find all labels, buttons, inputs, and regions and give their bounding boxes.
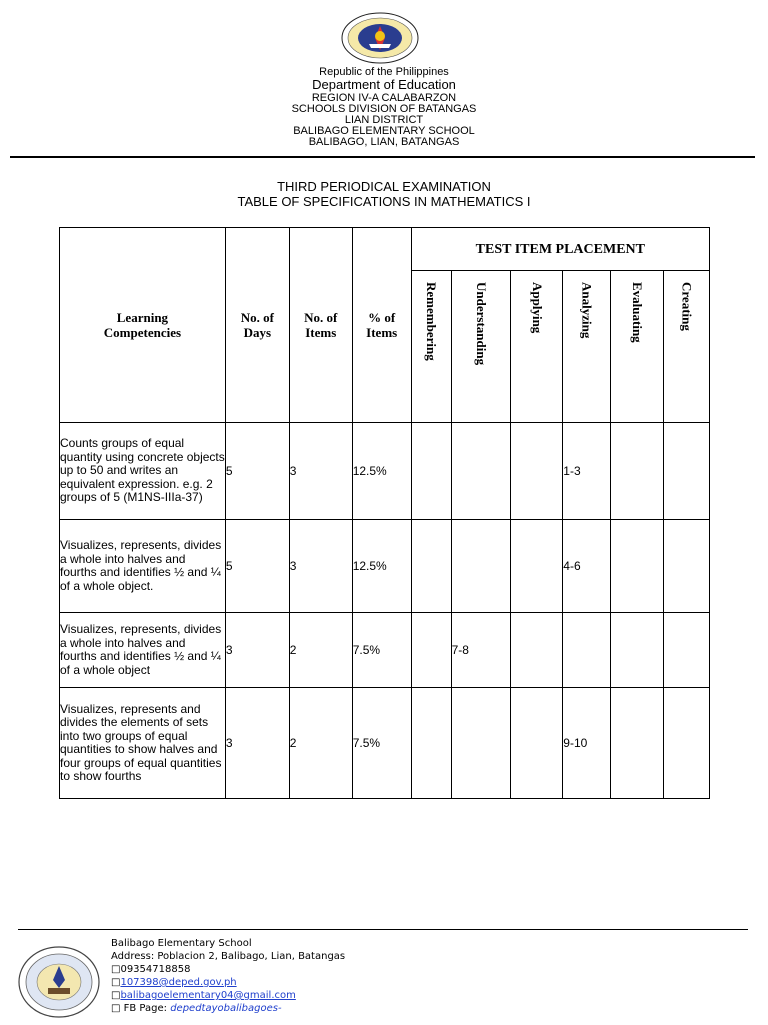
analyzing-cell: 9-10 [563, 688, 611, 799]
footer-phone-row [111, 963, 345, 976]
school-logo [16, 944, 102, 1020]
remembering-cell [411, 613, 451, 688]
footer-address: Address: Poblacion 2, Balibago, Lian, Batangas [111, 951, 346, 962]
analyzing-cell [563, 613, 611, 688]
percent-cell: 7.5% [352, 688, 411, 799]
applying-cell [511, 688, 563, 799]
days-cell: 3 [225, 613, 289, 688]
exam-title: THIRD PERIODICAL EXAMINATION [277, 179, 491, 194]
remembering-label: Remembering [424, 281, 440, 361]
footer-web-row [111, 976, 345, 989]
remembering-cell [411, 688, 451, 799]
specification-table [59, 227, 710, 799]
address-line: BALIBAGO, LIAN, BATANGAS [308, 136, 460, 148]
footer-phone: 09354718858 [120, 964, 191, 975]
header-analyzing [563, 271, 611, 423]
percent-cell: 7.5% [352, 613, 411, 688]
creating-label: Creating [679, 281, 695, 331]
evaluating-cell [611, 520, 664, 613]
division-line: SCHOOLS DIVISION OF BATANGAS [291, 103, 477, 115]
remembering-cell [411, 423, 451, 520]
days-cell: 5 [225, 520, 289, 613]
phone-icon: □ [111, 964, 121, 975]
competency-cell: Visualizes, represents, divides a whole into halves and fourths and identifies ½ and ¼ of a whole object [60, 613, 226, 688]
region-line: REGION IV-A CALABARZON [311, 92, 457, 104]
header-remembering [411, 271, 451, 423]
header-percent: % of Items [352, 228, 411, 423]
understanding-cell [451, 520, 511, 613]
department-line: Department of Education [312, 77, 456, 92]
header-evaluating [611, 271, 664, 423]
deped-seal [339, 12, 421, 64]
competency-cell: Counts groups of equal quantity using concrete objects up to 50 and writes an equivalent expression. e.g. 2 groups of 5 (M1NS-IIIa-37) [60, 423, 226, 520]
globe-icon: □ [111, 977, 121, 988]
footer-email-row [111, 989, 345, 1002]
header-days: No. of Days [225, 228, 289, 423]
header-understanding [451, 271, 511, 423]
header-applying [511, 271, 563, 423]
header-divider [10, 156, 755, 158]
header-creating [664, 271, 710, 423]
understanding-cell [451, 688, 511, 799]
applying-cell [511, 520, 563, 613]
table-row [60, 613, 710, 688]
days-cell: 3 [225, 688, 289, 799]
applying-cell [511, 423, 563, 520]
footer-school: Balibago Elementary School [111, 938, 252, 949]
table-row [60, 688, 710, 799]
applying-label: Applying [529, 281, 545, 333]
percent-cell: 12.5% [352, 520, 411, 613]
analyzing-cell: 1-3 [563, 423, 611, 520]
competency-cell: Visualizes, represents, divides a whole into halves and fourths and identifies ½ and ¼ of a whole object. [60, 520, 226, 613]
mail-icon: □ [111, 990, 121, 1001]
evaluating-cell [611, 613, 664, 688]
remembering-cell [411, 520, 451, 613]
creating-cell [664, 520, 710, 613]
items-cell: 3 [289, 423, 352, 520]
understanding-cell: 7-8 [451, 613, 511, 688]
fb-label: FB Page: [120, 1003, 171, 1014]
items-cell: 2 [289, 688, 352, 799]
percent-cell: 12.5% [352, 423, 411, 520]
footer-divider [18, 929, 748, 930]
creating-cell [664, 688, 710, 799]
understanding-label: Understanding [473, 281, 489, 365]
understanding-cell [451, 423, 511, 520]
days-cell: 5 [225, 423, 289, 520]
district-line: LIAN DISTRICT [344, 114, 424, 126]
header-items: No. of Items [289, 228, 352, 423]
header-competencies: Learning Competencies [60, 228, 226, 423]
analyzing-cell: 4-6 [563, 520, 611, 613]
items-cell: 2 [289, 613, 352, 688]
footer-contact [111, 937, 345, 1015]
evaluating-label: Evaluating [630, 281, 646, 343]
website-link[interactable]: 107398@deped.gov.ph [120, 977, 237, 988]
table-row [60, 423, 710, 520]
footer-fb-row [111, 1002, 345, 1015]
header-placement: TEST ITEM PLACEMENT [411, 228, 709, 271]
school-line: BALIBAGO ELEMENTARY SCHOOL [293, 125, 475, 137]
tos-title: TABLE OF SPECIFICATIONS IN MATHEMATICS I [237, 194, 531, 209]
applying-cell [511, 613, 563, 688]
items-cell: 3 [289, 520, 352, 613]
creating-cell [664, 423, 710, 520]
evaluating-cell [611, 688, 664, 799]
table-row [60, 520, 710, 613]
analyzing-label: Analyzing [579, 281, 595, 338]
creating-cell [664, 613, 710, 688]
facebook-icon: □ [111, 1003, 121, 1014]
competency-cell: Visualizes, represents and divides the elements of sets into two groups of equal quantities to show halves and four groups of equal quantities to show fourths [60, 688, 226, 799]
fb-page-link[interactable]: depedtayobalibagoes- [170, 1003, 282, 1014]
evaluating-cell [611, 423, 664, 520]
republic-line: Republic of the Philippines [319, 66, 449, 78]
email-link[interactable]: balibagoelementary04@gmail.com [120, 990, 296, 1001]
